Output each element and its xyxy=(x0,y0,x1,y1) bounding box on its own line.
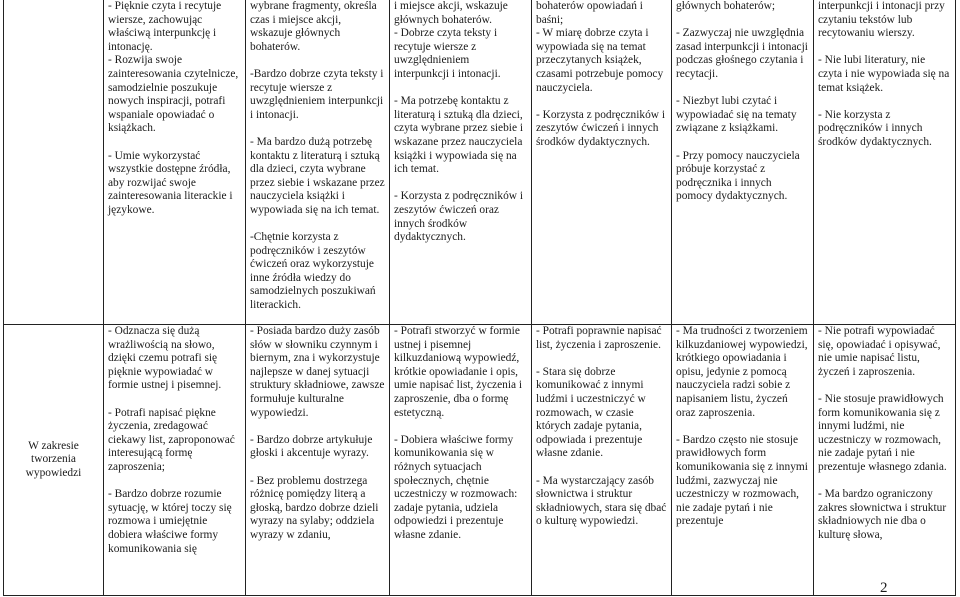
cell-paragraph: - Umie wykorzystać wszystkie dostępne źródła, aby rozwijać swoje zainteresowania literackie i językowe. xyxy=(108,149,233,216)
cell-paragraph: -Chętnie korzysta z podręczników i zeszytów ćwiczeń oraz wykorzystuje inne źródła wiedzy do samodzielnych poszukiwań literackich. xyxy=(250,231,376,312)
cell-paragraph xyxy=(676,82,809,96)
cell-paragraph: - Dobrze czyta teksty i recytuje wiersze z uwzględnieniem interpunkcji i intonacji. xyxy=(394,27,501,80)
cell-paragraph: - Nie potrafi wypowiadać się, opowiadać i opisywać, nie umie napisać listu, życzeń i zaproszenia. xyxy=(818,325,941,378)
cell-paragraph: - Bardzo często nie stosuje prawidłowych form komunikowania się z innymi ludźmi, zazwyczaj nie uczestniczy w rozmowach, nie zadaje pytań i nie prezentuje xyxy=(676,433,808,528)
cell-paragraph: bohaterów opowiadań i baśni; xyxy=(536,0,643,26)
cell-paragraph: - Ma bardzo ograniczony zakres słownictwa i struktur składniowych nie dba o kulturę słowa, xyxy=(818,488,947,541)
row-label-cell xyxy=(4,325,104,596)
cell-paragraph: - Potrafi poprawnie napisać list, życzenia i zaproszenie. xyxy=(536,325,662,351)
cell-paragraph xyxy=(394,420,527,434)
cell-paragraph xyxy=(108,136,241,150)
grade-cell-2 xyxy=(672,0,814,325)
cell-paragraph: - Ma wystarczający zasób słownictwa i struktur składniowych, stara się dbać o kulturę wypowiedzi. xyxy=(536,474,667,528)
cell-paragraph: - Ma potrzebę kontaktu z literaturą i sztuką dla dzieci, czyta wybrane przez siebie i wskazane przez nauczyciela książki i wypowiada się na ich temat. xyxy=(394,95,524,176)
cell-paragraph: - Korzysta z podręczników i zeszytów ćwiczeń oraz innych środków dydaktycznych. xyxy=(394,190,524,244)
cell-paragraph: - Ma trudności z tworzeniem kilkuzdaniowej wypowiedzi, krótkiego opowiadania i opisu, jedynie z pomocą nauczyciela radzi sobie z napisaniem listu, życzeń oraz zaproszenia. xyxy=(676,325,808,419)
table-row xyxy=(4,0,956,325)
cell-paragraph xyxy=(108,475,241,489)
grade-cell-4 xyxy=(390,325,532,596)
cell-paragraph: - Zazwyczaj nie uwzględnia zasad interpunkcji i intonacji podczas głośnego czytania i recytacji. xyxy=(676,27,808,80)
grade-cell-6 xyxy=(104,0,246,325)
cell-paragraph: - Rozwija swoje zainteresowania czytelnicze, samodzielnie poszukuje nowych inspiracji, potrafi wspaniale opowiadać o książkach. xyxy=(108,54,239,135)
cell-paragraph: -Bardzo dobrze czyta teksty i recytuje wiersze z uwzględnieniem interpunkcji i intonacji. xyxy=(250,67,384,121)
cell-paragraph xyxy=(250,218,385,232)
cell-paragraph: - Bardzo dobrze rozumie sytuację, w której toczy się rozmowa i umiejętnie dobiera właściwe formy komunikowania się xyxy=(108,488,232,555)
grade-cell-3 xyxy=(532,0,672,325)
cell-paragraph: - Korzysta z podręczników i zeszytów ćwiczeń i innych środków dydaktycznych. xyxy=(536,108,666,148)
grade-cell-3 xyxy=(532,325,672,596)
cell-paragraph: - Ma bardzo dużą potrzebę kontaktu z literaturą i sztuką dla dzieci, czyta wybrane przez siebie i wskazane przez nauczyciela książki i wypowiada się na ich temat. xyxy=(250,135,385,216)
cell-paragraph xyxy=(108,393,241,407)
cell-paragraph: wybrane fragmenty, określa czas i miejsce akcji, wskazuje głównych bohaterów. xyxy=(250,0,377,53)
grade-cell-5 xyxy=(246,325,390,596)
cell-paragraph xyxy=(818,379,951,393)
cell-paragraph: - Pięknie czyta i recytuje wiersze, zachowując właściwą interpunkcję i intonację. xyxy=(108,0,222,53)
grade-cell-4 xyxy=(390,0,532,325)
cell-paragraph: - Nie lubi literatury, nie czyta i nie wypowiada się na temat książek. xyxy=(818,54,950,94)
cell-paragraph: i miejsce akcji, wskazuje głównych bohaterów. xyxy=(394,0,508,26)
cell-paragraph xyxy=(676,420,809,434)
table-row xyxy=(4,325,956,596)
cell-paragraph: - Odznacza się dużą wrażliwością na słowo, dzięki czemu potrafi się pięknie wypowiadać w formie ustnej i pisemnej. xyxy=(108,325,222,392)
cell-paragraph xyxy=(536,352,667,366)
cell-paragraph: - Nie korzysta z podręczników i innych środków dydaktycznych. xyxy=(818,108,932,148)
cell-paragraph xyxy=(394,82,527,96)
cell-paragraph: - Bardzo dobrze artykułuje głoski i akcentuje wyrazy. xyxy=(250,433,373,460)
cell-paragraph: - Niezbyt lubi czytać i wypowiadać się na tematy związane z książkami. xyxy=(676,95,797,135)
cell-paragraph xyxy=(250,420,385,434)
cell-paragraph xyxy=(536,461,667,475)
cell-paragraph xyxy=(536,95,667,109)
grade-cell-1 xyxy=(814,325,956,596)
grade-cell-5 xyxy=(246,0,390,325)
cell-paragraph: - Posiada bardzo duży zasób słów w słowniku czynnym i biernym, zna i wykorzystuje najlepsze w danej sytuacji struktury składniowe, zawsze formułuje kulturalne wypowiedzi. xyxy=(250,325,385,419)
cell-paragraph: - Bez problemu dostrzega różnicę pomiędzy literą a głoską, bardzo dobrze dzieli wyrazy na sylaby; oddziela wyrazy w zdaniu, xyxy=(250,474,379,541)
grade-cell-2 xyxy=(672,325,814,596)
cell-paragraph: - Potrafi stworzyć w formie ustnej i pisemnej kilkuzdaniową wypowiedź, krótkie opowiadanie i opis, umie napisać list, życzenia i zaproszenie, dba o formę estetyczną. xyxy=(394,325,523,419)
cell-paragraph xyxy=(676,136,809,150)
cell-paragraph xyxy=(818,95,951,109)
assessment-table xyxy=(3,0,956,596)
cell-paragraph xyxy=(250,461,385,475)
cell-paragraph: głównych bohaterów; xyxy=(676,0,776,12)
grade-cell-6 xyxy=(104,325,246,596)
cell-paragraph: - Dobiera właściwe formy komunikowania się w różnych sytuacjach społecznych, chętnie uczestniczy w rozmowach: zadaje pytania, udziela odpowiedzi i prezentuje własne zdanie. xyxy=(394,433,518,541)
cell-paragraph: interpunkcji i intonacji przy czytaniu tekstów lub recytowaniu wierszy. xyxy=(818,0,945,40)
row-label-cell xyxy=(4,0,104,325)
cell-paragraph xyxy=(250,54,385,68)
page-number: 2 xyxy=(880,580,888,596)
cell-paragraph: - W miarę dobrze czyta i wypowiada się na temat przeczytanych książek, czasami potrzebuje pomocy nauczyciela. xyxy=(536,27,664,94)
cell-paragraph xyxy=(818,41,951,55)
cell-paragraph: - Potrafi napisać piękne życzenia, zredagować ciekawy list, zaproponować interesującą formę zaproszenia; xyxy=(108,406,235,473)
cell-paragraph: - Stara się dobrze komunikować z innymi ludźmi i uczestniczyć w rozmowach, w czasie których zadaje pytania, odpowiada i prezentuje własne zdanie. xyxy=(536,365,646,460)
cell-paragraph xyxy=(818,475,951,489)
cell-paragraph xyxy=(250,122,385,136)
grade-cell-1 xyxy=(814,0,956,325)
cell-paragraph: - Przy pomocy nauczyciela próbuje korzystać z podręcznika i innych pomocy dydaktycznych. xyxy=(676,149,800,203)
cell-paragraph xyxy=(394,177,527,191)
cell-paragraph xyxy=(676,14,809,28)
cell-paragraph: - Nie stosuje prawidłowych form komunikowania się z innymi ludźmi, nie uczestniczy w rozmowach, nie zadaje pytań i nie prezentuje własnego zdania. xyxy=(818,392,947,473)
row-label: W zakresie tworzenia wypowiedzi xyxy=(25,439,82,479)
